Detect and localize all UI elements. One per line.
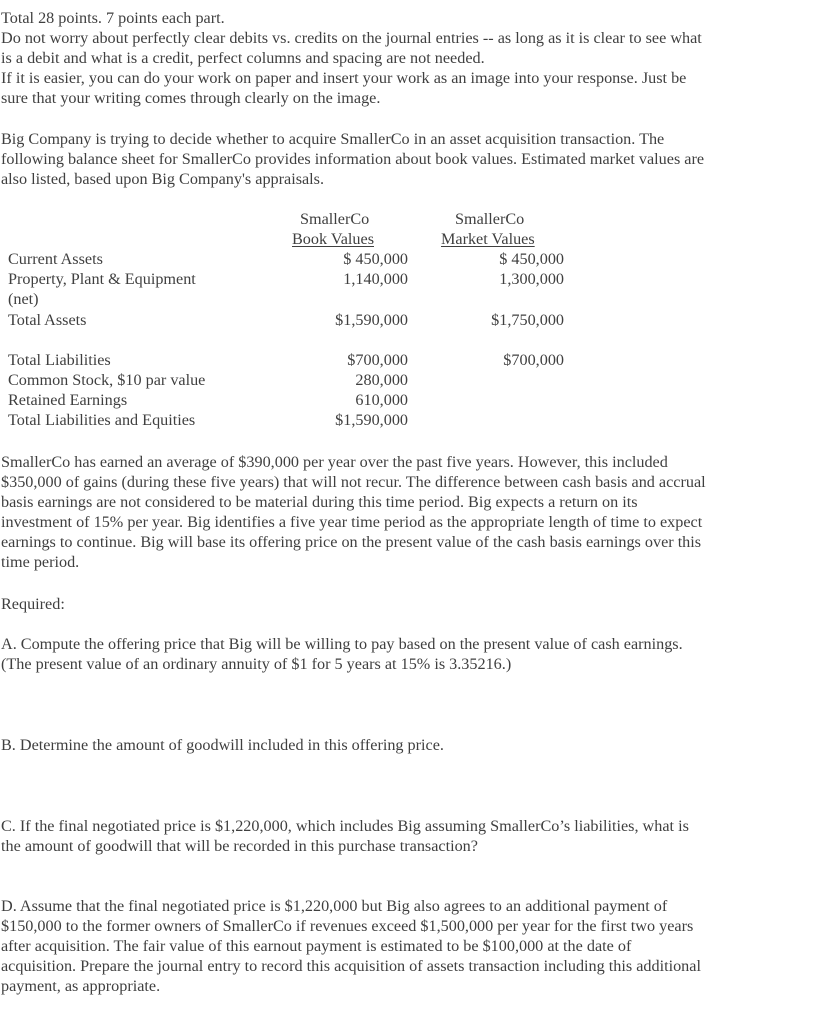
paragraph-line: $350,000 of gains (during these five years) that will not recur. The difference between cash basis and accrual bbox=[1, 473, 706, 491]
question-line: payment, as appropriate. bbox=[1, 977, 161, 995]
question-line: A. Compute the offering price that Big will be willing to pay based on the present value of cash earnings. bbox=[1, 635, 683, 653]
row-label-retained-earnings: Retained Earnings bbox=[8, 391, 128, 409]
market-value-cell: 1,300,000 bbox=[499, 270, 564, 288]
instructions-line: If it is easier, you can do your work on paper and insert your work as an image into your response. Just be bbox=[1, 69, 687, 87]
market-value-cell: $700,000 bbox=[503, 351, 564, 369]
question-line: C. If the final negotiated price is $1,220,000, which includes Big assuming SmallerCo’s liabilities, what is bbox=[1, 817, 689, 835]
earnings-paragraph bbox=[1, 452, 813, 572]
row-label-common-stock: Common Stock, $10 par value bbox=[8, 371, 206, 389]
row-label-total-liabilities-equities: Total Liabilities and Equities bbox=[8, 411, 196, 429]
question-part-b bbox=[1, 735, 813, 755]
question-line: B. Determine the amount of goodwill included in this offering price. bbox=[1, 736, 444, 754]
market-value-cell: $ 450,000 bbox=[499, 250, 564, 268]
paragraph-line: investment of 15% per year. Big identifies a five year time period as the appropriate length of time to expect bbox=[1, 513, 703, 531]
paragraph-line: time period. bbox=[1, 553, 80, 571]
required-heading: Required: bbox=[1, 595, 65, 613]
instructions-line: sure that your writing comes through clearly on the image. bbox=[1, 89, 381, 107]
question-line: acquisition. Prepare the journal entry to record this acquisition of assets transaction including this additional bbox=[1, 957, 701, 975]
book-value-cell: 610,000 bbox=[355, 391, 408, 409]
question-line: after acquisition. The fair value of this earnout payment is estimated to be $100,000 at the date of bbox=[1, 937, 632, 955]
book-value-cell: $1,590,000 bbox=[335, 411, 408, 429]
row-label-current-assets: Current Assets bbox=[8, 250, 103, 268]
book-value-cell: 1,140,000 bbox=[343, 270, 408, 288]
question-line: $150,000 to the former owners of SmallerCo if revenues exceed $1,500,000 per year for the first two years bbox=[1, 917, 694, 935]
book-value-cell: 280,000 bbox=[355, 371, 408, 389]
row-label-ppe: Property, Plant & Equipment bbox=[8, 270, 196, 288]
row-label-total-liabilities: Total Liabilities bbox=[8, 351, 111, 369]
row-label-ppe-net: (net) bbox=[8, 290, 39, 308]
balance-sheet-table bbox=[0, 0, 821, 440]
paragraph-line: earnings to continue. Big will base its offering price on the present value of the cash basis earnings over this bbox=[1, 533, 702, 551]
paragraph-line: also listed, based upon Big Company's appraisals. bbox=[1, 170, 325, 188]
book-values-header: SmallerCo bbox=[300, 210, 370, 228]
instructions-line: Total 28 points. 7 points each part. bbox=[1, 9, 225, 27]
question-line: the amount of goodwill that will be recorded in this purchase transaction? bbox=[1, 837, 478, 855]
book-value-cell: $1,590,000 bbox=[335, 311, 408, 329]
question-line: (The present value of an ordinary annuity of $1 for 5 years at 15% is 3.35216.) bbox=[1, 655, 512, 673]
question-part-a bbox=[1, 634, 813, 674]
book-value-cell: $700,000 bbox=[347, 351, 408, 369]
book-values-header-underlined: Book Values bbox=[292, 230, 374, 248]
paragraph-line: following balance sheet for SmallerCo provides information about book values. Estimated market values are bbox=[1, 150, 705, 168]
question-line: D. Assume that the final negotiated price is $1,220,000 but Big also agrees to an additional payment of bbox=[1, 897, 668, 915]
market-value-cell: $1,750,000 bbox=[491, 311, 564, 329]
book-value-cell: $ 450,000 bbox=[343, 250, 408, 268]
instructions-line: is a debit and what is a credit, perfect columns and spacing are not needed. bbox=[1, 49, 485, 67]
paragraph-line: SmallerCo has earned an average of $390,000 per year over the past five years. However, this included bbox=[1, 453, 668, 471]
question-part-d bbox=[1, 896, 813, 996]
paragraph-line: Big Company is trying to decide whether to acquire SmallerCo in an asset acquisition transaction. The bbox=[1, 130, 665, 148]
instructions-line: Do not worry about perfectly clear debits vs. credits on the journal entries -- as long as it is clear to see what bbox=[1, 29, 702, 47]
question-part-c bbox=[1, 816, 813, 856]
paragraph-line: basis earnings are not considered to be material during this time period. Big expects a return on its bbox=[1, 493, 638, 511]
market-values-header: SmallerCo bbox=[455, 210, 525, 228]
row-label-total-assets: Total Assets bbox=[8, 311, 87, 329]
market-values-header-underlined: Market Values bbox=[441, 230, 535, 248]
